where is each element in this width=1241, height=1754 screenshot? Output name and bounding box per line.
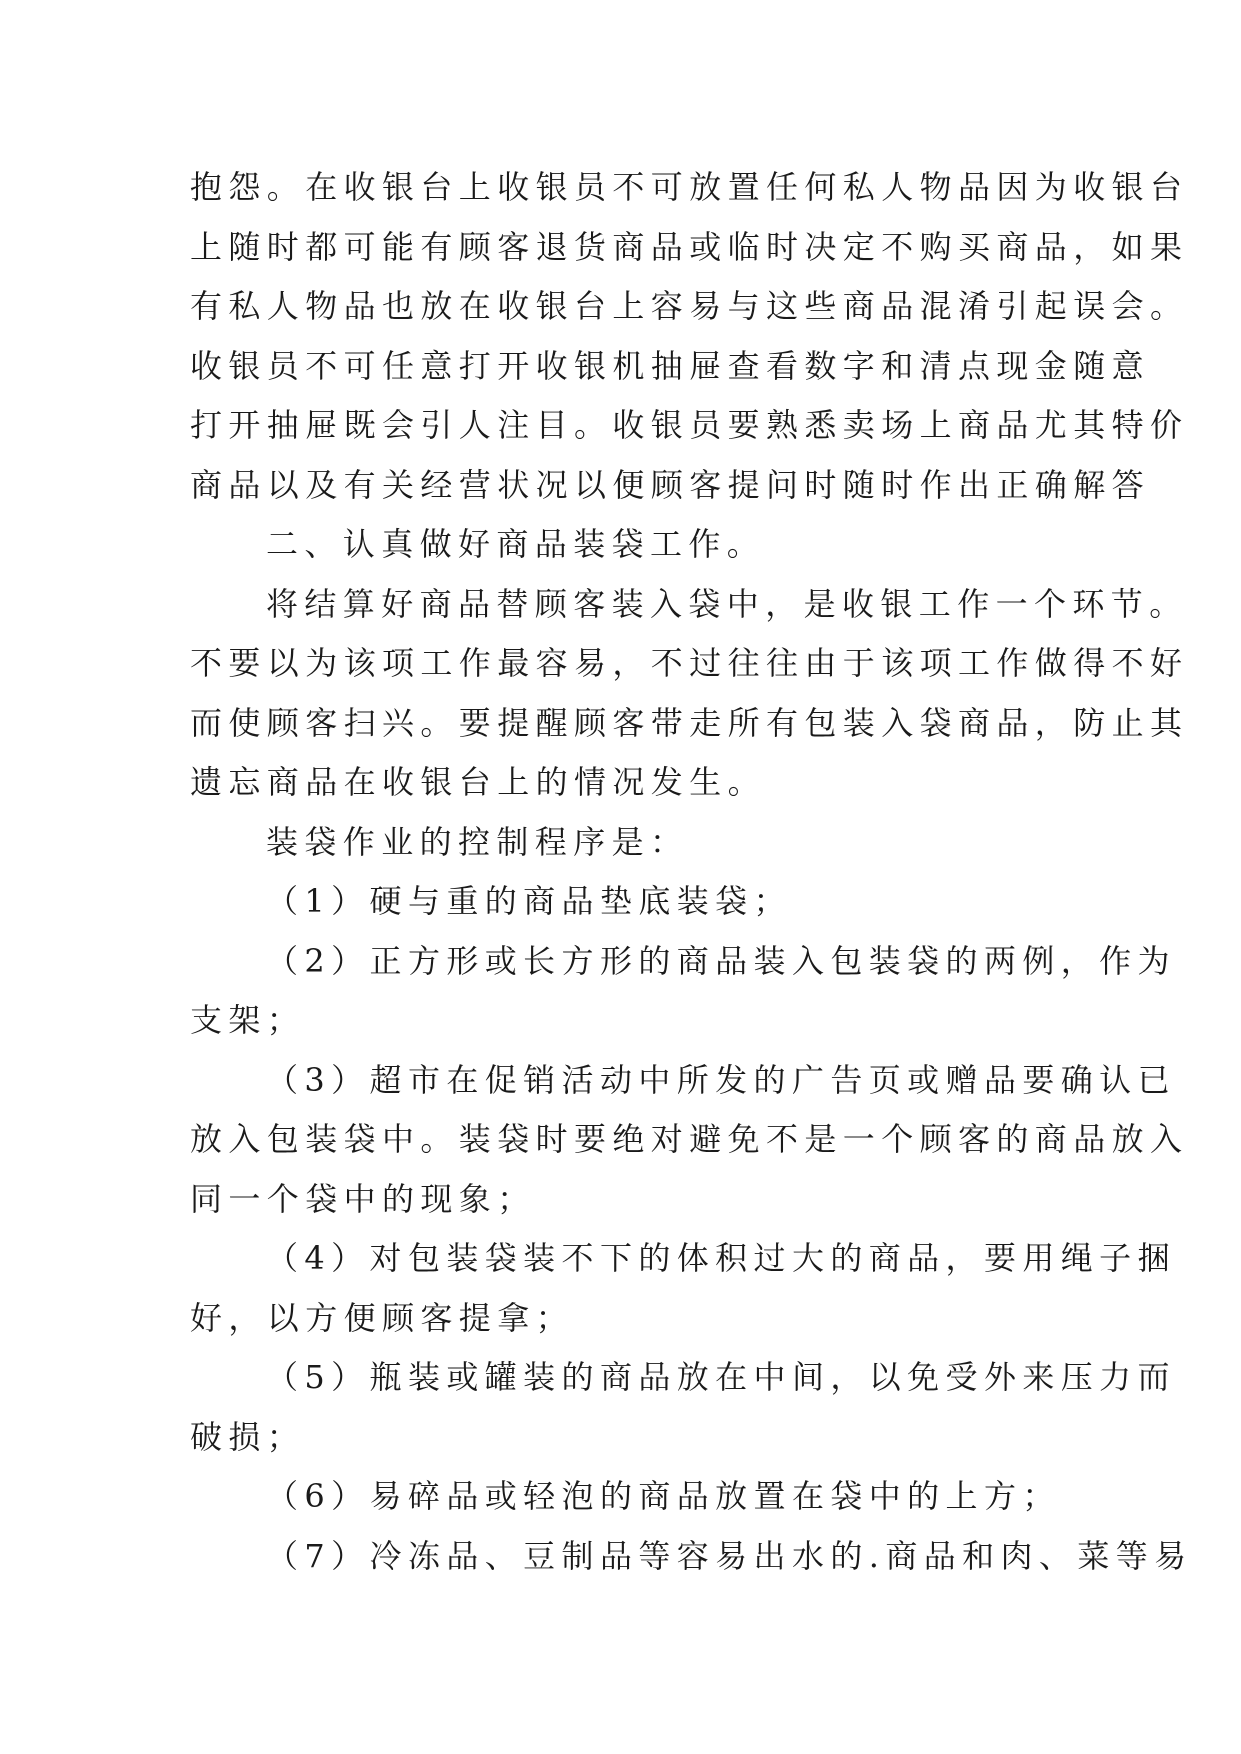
text-line: 收银员不可任意打开收银机抽屉查看数字和清点现金随意 (190, 346, 1151, 385)
text-line: 破损； (190, 1417, 306, 1456)
text-line: 遗忘商品在收银台上的情况发生。 (190, 763, 767, 801)
text-line: 支架； (190, 1001, 306, 1039)
text-line: 不要以为该项工作最容易，不过往往由于该项工作做得不好 (190, 644, 1189, 682)
list-item: （7）冷冻品、豆制品等容易出水的.商品和肉、菜等易 (266, 1536, 1193, 1575)
list-item: （4）对包装袋装不下的体积过大的商品，要用绳子捆 (266, 1239, 1176, 1277)
text-line: 抱怨。在收银台上收银员不可放置任何私人物品因为收银台 (190, 168, 1189, 206)
text-line: 打开抽屉既会引人注目。收银员要熟悉卖场上商品尤其特价 (190, 406, 1189, 444)
text-line: 商品以及有关经营状况以便顾客提问时随时作出正确解答 (190, 465, 1151, 504)
text-line: 将结算好商品替顾客装入袋中，是收银工作一个环节。 (266, 584, 1188, 623)
section-heading: 二、认真做好商品装袋工作。 (266, 525, 766, 563)
document-body (190, 158, 1193, 1586)
list-item: （3）超市在促销活动中所发的广告页或赠品要确认已 (266, 1060, 1176, 1099)
list-item: （6）易碎品或轻泡的商品放置在袋中的上方； (266, 1477, 1061, 1515)
text-line: 而使顾客扫兴。要提醒顾客带走所有包装入袋商品，防止其 (190, 703, 1189, 742)
text-line: 有私人物品也放在收银台上容易与这些商品混淆引起误会。 (190, 287, 1189, 325)
list-item: （2）正方形或长方形的商品装入包装袋的两例，作为 (266, 941, 1176, 980)
text-line: 放入包装袋中。装袋时要绝对避免不是一个顾客的商品放入 (190, 1120, 1189, 1158)
text-line: 好，以方便顾客提拿； (190, 1298, 575, 1337)
list-item: （1）硬与重的商品垫底装袋； (266, 882, 792, 920)
list-item: （5）瓶装或罐装的商品放在中间，以免受外来压力而 (266, 1358, 1176, 1396)
text-line: 装袋作业的控制程序是： (266, 822, 689, 861)
text-line: 上随时都可能有顾客退货商品或临时决定不购买商品，如果 (190, 227, 1189, 266)
text-line: 同一个袋中的现象； (190, 1179, 536, 1218)
